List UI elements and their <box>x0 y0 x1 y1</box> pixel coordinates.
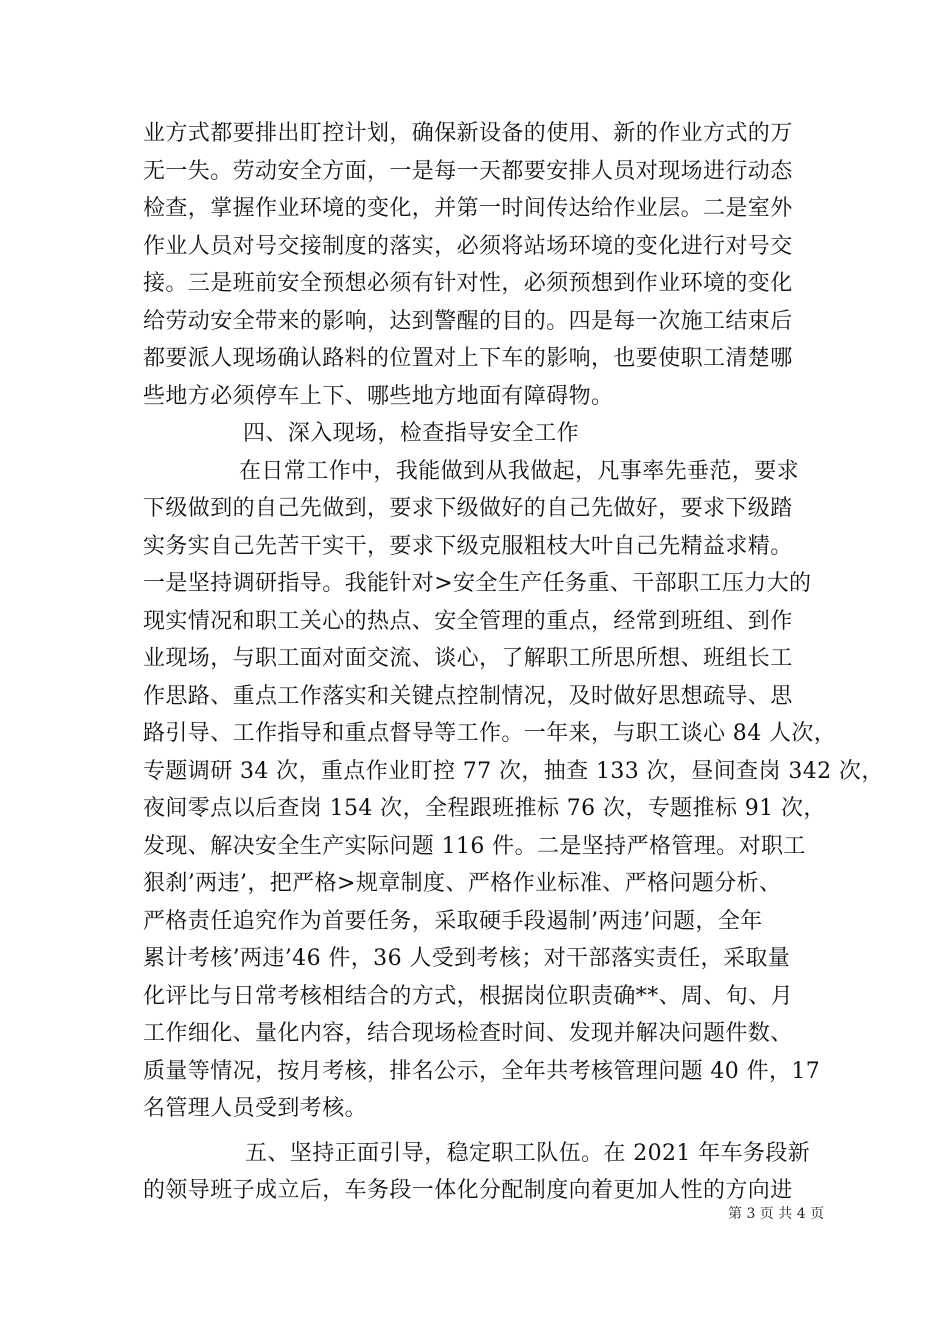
text-line: 质量等情况，按月考核，排名公示，全年共考核管理问题 40 件，17 <box>143 1058 821 1084</box>
text-line: 化评比与日常考核相结合的方式，根据岗位职责确**、周、旬、月 <box>143 983 794 1009</box>
text-line: 些地方必须停车上下、哪些地方地面有障碍物。 <box>143 383 614 409</box>
text-line: 名管理人员受到考核。 <box>143 1096 368 1121</box>
text-line: 给劳动安全带来的影响，达到警醒的目的。四是每一次施工结束后 <box>143 308 793 334</box>
text-line: 作思路、重点工作落实和关键点控制情况，及时做好思想疏导、思 <box>143 683 793 709</box>
text-line: 专题调研 34 次，重点作业盯控 77 次，抽查 133 次，昼间查岗 342 次， <box>143 758 884 784</box>
text-line: 无一失。劳动安全方面，一是每一天都要安排人员对现场进行动态 <box>143 158 793 184</box>
text-line: 严格责任追究作为首要任务，采取硬手段遏制’两违’问题，全年 <box>143 908 763 934</box>
text-line: 工作细化、量化内容，结合现场检查时间、发现并解决问题件数、 <box>143 1021 793 1046</box>
text-line: 都要派人现场确认路料的位置对上下车的影响，也要使职工清楚哪 <box>143 346 793 371</box>
body-text <box>143 115 884 1210</box>
text-line: 作业人员对号交接制度的落实，必须将站场环境的变化进行对号交 <box>143 233 793 259</box>
text-line: 一是坚持调研指导。我能针对>安全生产任务重、干部职工压力大的 <box>143 571 812 596</box>
text-line: 五、坚持正面引导，稳定职工队伍。在 2021 年车务段新 <box>245 1140 811 1166</box>
text-line: 狠刹’两违’，把严格>规章制度、严格作业标准、严格问题分析、 <box>143 871 782 896</box>
text-line: 在日常工作中，我能做到从我做起，凡事率先垂范，要求 <box>239 458 800 484</box>
text-line: 的领导班子成立后，车务段一体化分配制度向着更加人性的方向进 <box>143 1178 793 1203</box>
text-line: 发现、解决安全生产实际问题 116 件。二是坚持严格管理。对职工 <box>143 833 806 859</box>
text-line: 现实情况和职工关心的热点、安全管理的重点，经常到班组、到作 <box>143 608 793 634</box>
text-line: 检查，掌握作业环境的变化，并第一时间传达给作业层。二是室外 <box>143 196 793 221</box>
text-line: 路引导、工作指导和重点督导等工作。一年来，与职工谈心 84 人次， <box>143 721 837 746</box>
text-line: 实务实自己先苦干实干，要求下级克服粗枝大叶自己先精益求精。 <box>143 533 793 559</box>
text-line: 业方式都要排出盯控计划，确保新设备的使用、新的作业方式的万 <box>143 121 793 146</box>
text-line: 接。三是班前安全预想必须有针对性，必须预想到作业环境的变化 <box>143 271 793 296</box>
text-line: 夜间零点以后查岗 154 次，全程跟班推标 76 次，专题推标 91 次， <box>143 796 826 821</box>
text-line: 业现场，与职工面对面交流、谈心，了解职工所思所想、班组长工 <box>143 646 793 671</box>
text-line: 累计考核’两违’46 件，36 人受到考核；对干部落实责任，采取量 <box>143 946 791 971</box>
text-line: 下级做到的自己先做到，要求下级做好的自己先做好，要求下级踏 <box>143 496 793 521</box>
page-number: 第 3 页 共 4 页 <box>728 1206 825 1222</box>
section-heading: 四、深入现场，检查指导安全工作 <box>243 421 580 446</box>
